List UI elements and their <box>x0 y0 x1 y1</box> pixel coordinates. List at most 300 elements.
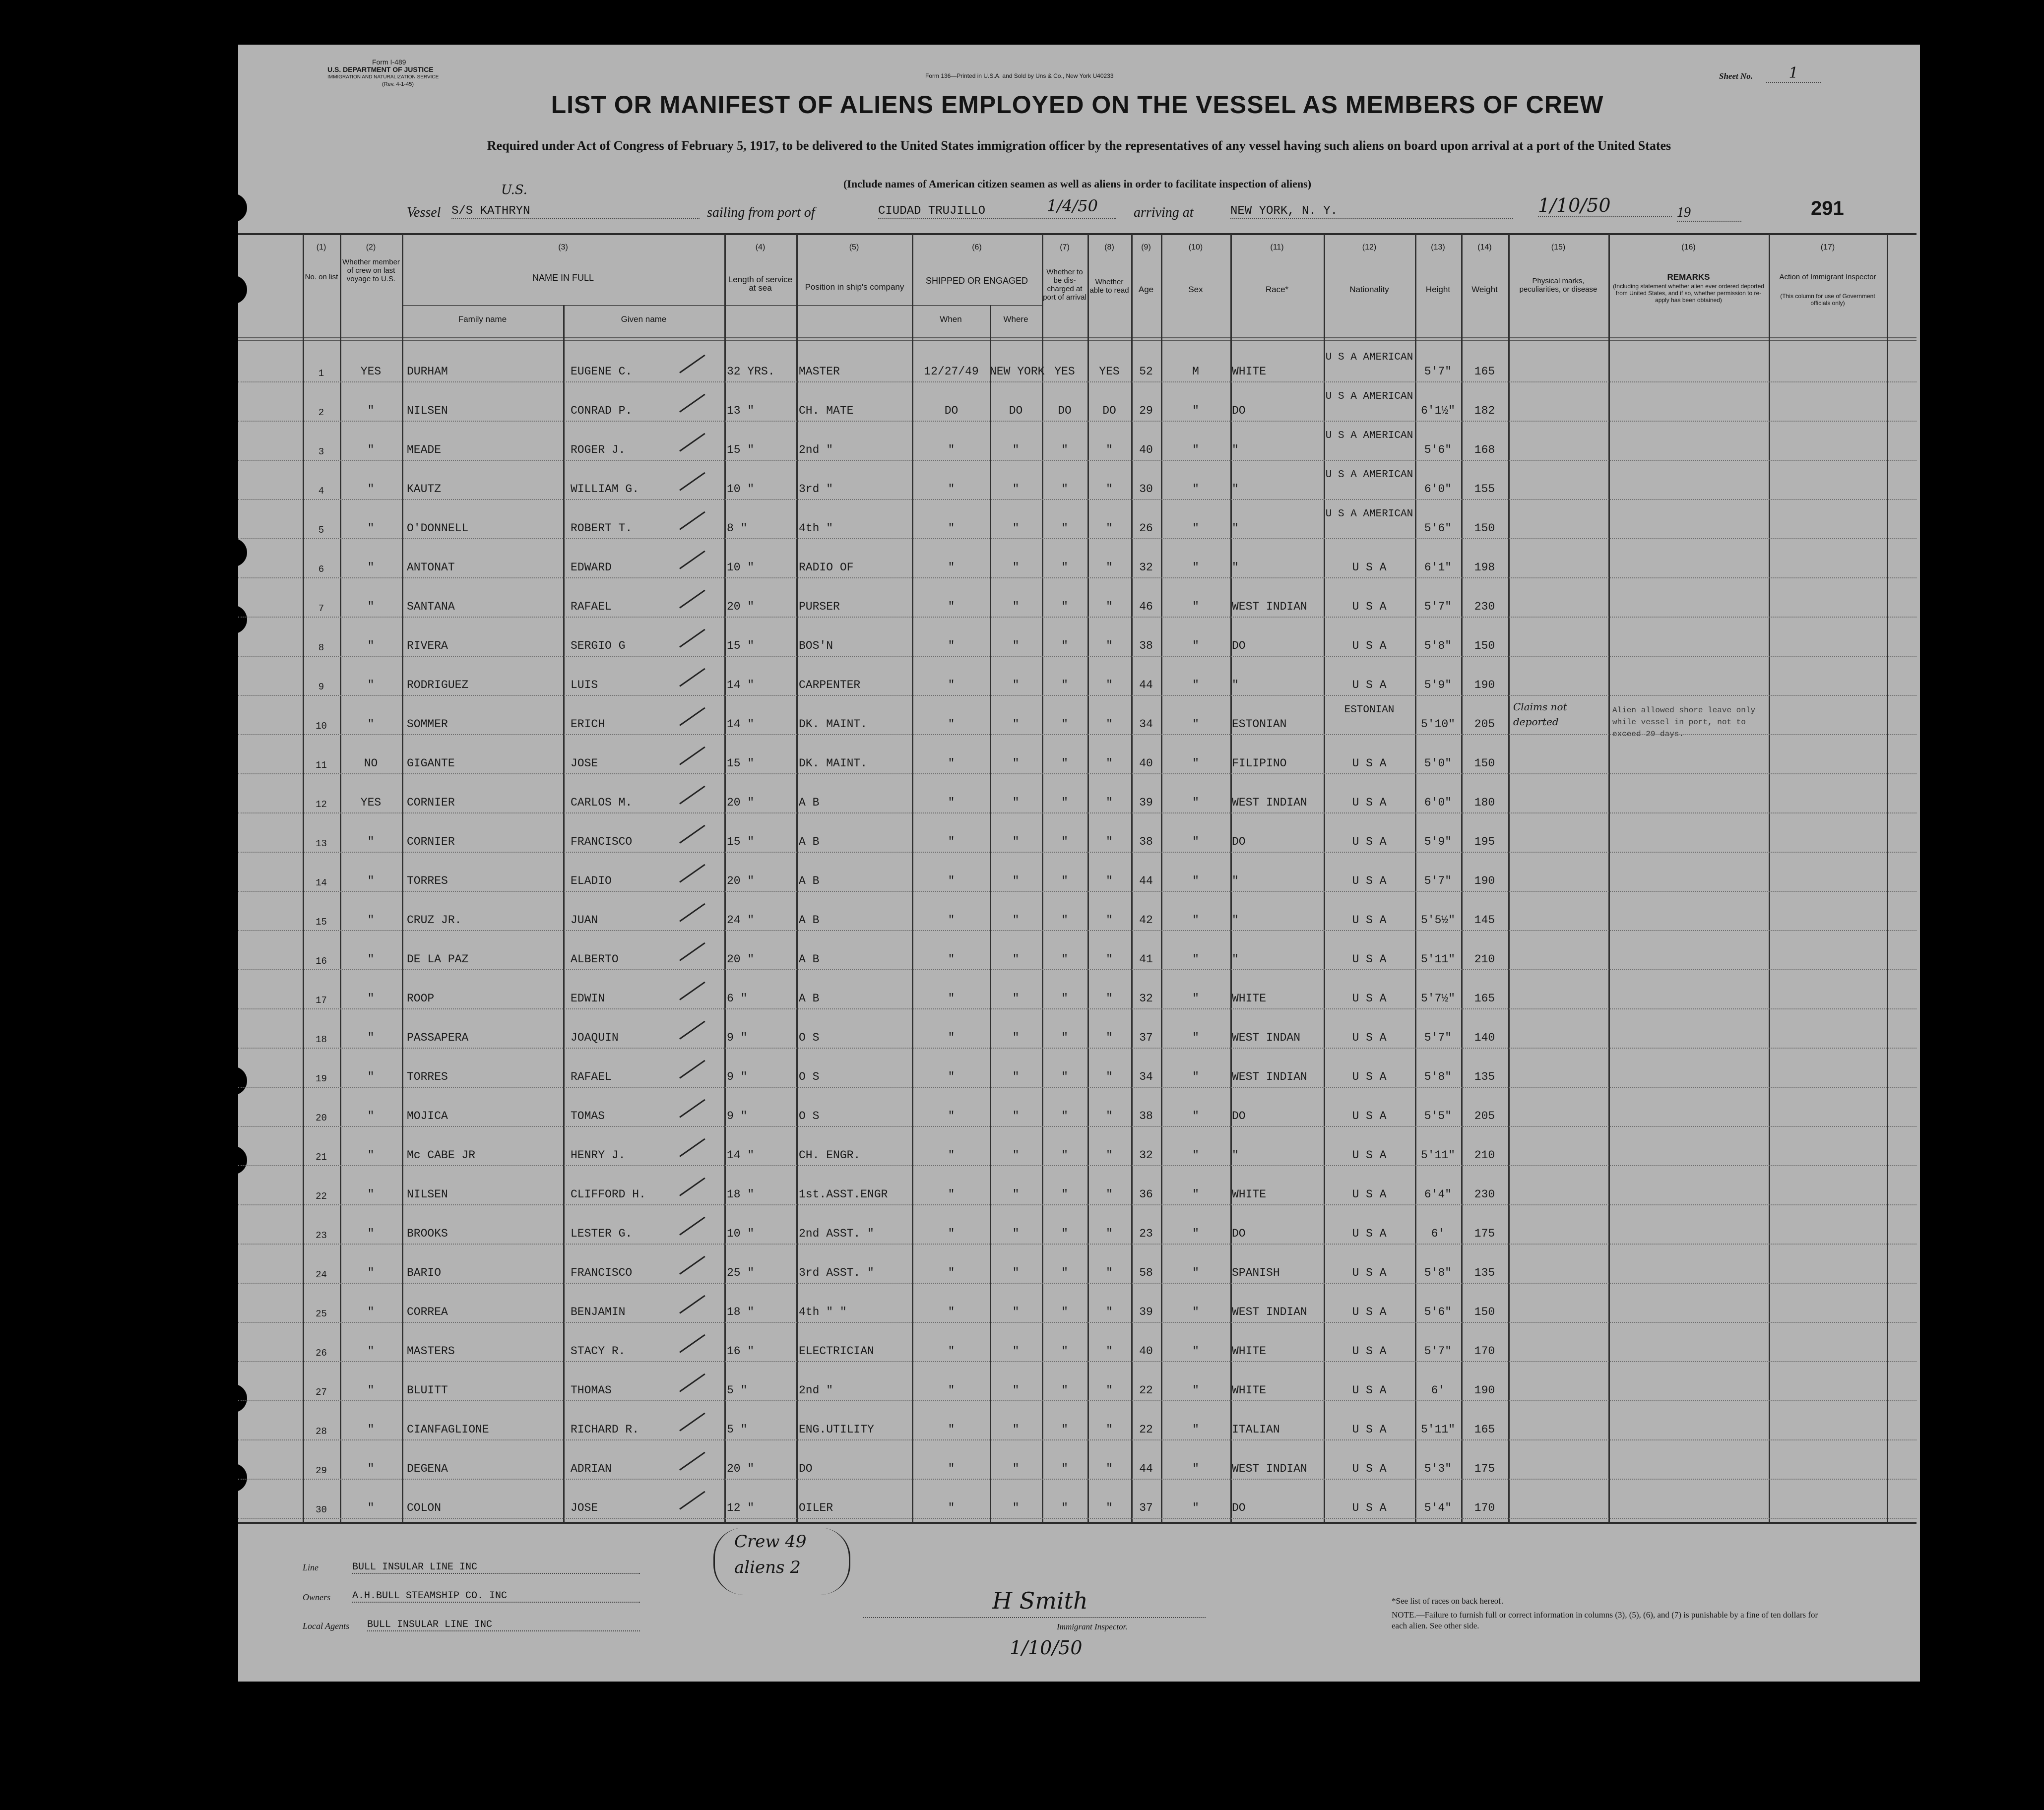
height: 5'9" <box>1424 679 1452 691</box>
header-able-to-read: Whether able to read <box>1089 278 1129 295</box>
height: 5'8" <box>1424 1070 1452 1083</box>
col-num: (7) <box>1060 243 1070 251</box>
shipped-when: " <box>948 1501 955 1514</box>
col-line <box>1608 234 1610 1522</box>
row-number: 4 <box>318 486 324 497</box>
family-name: O'DONNELL <box>407 522 469 535</box>
row-number: 23 <box>316 1230 327 1241</box>
sex: " <box>1192 1149 1199 1162</box>
age: 32 <box>1139 992 1153 1005</box>
height: 6' <box>1431 1227 1445 1240</box>
header-family-name: Family name <box>458 314 507 324</box>
row-number: 24 <box>316 1269 327 1280</box>
race: DO <box>1232 1501 1246 1514</box>
family-name: NILSEN <box>407 404 448 417</box>
shipped-where: " <box>1012 1070 1020 1083</box>
nationality: U S A <box>1352 679 1387 691</box>
header-when: When <box>940 314 962 324</box>
position: 2nd " <box>799 443 833 456</box>
nationality: U S A <box>1352 992 1387 1005</box>
header-where: Where <box>1003 314 1028 324</box>
sheet-number: 1 <box>1766 64 1821 83</box>
row-divider <box>238 812 1916 813</box>
inspector-date: 1/10/50 <box>1010 1637 1083 1659</box>
row-number: 30 <box>316 1504 327 1515</box>
given-name: ROBERT T. <box>571 522 633 535</box>
given-name: CLIFFORD H. <box>571 1188 646 1201</box>
family-name: RIVERA <box>407 639 448 652</box>
service-length: 5 " <box>727 1384 748 1397</box>
family-name: DEGENA <box>407 1462 448 1475</box>
shipped-when: " <box>948 1423 955 1436</box>
height: 6' <box>1431 1384 1445 1397</box>
race: WEST INDIAN <box>1232 796 1307 809</box>
row-divider <box>238 1361 1916 1362</box>
family-name: SANTANA <box>407 600 455 613</box>
last-voyage: " <box>367 1423 375 1436</box>
weight: 165 <box>1474 1423 1495 1436</box>
row-divider <box>238 1244 1916 1245</box>
family-name: CRUZ JR. <box>407 914 462 927</box>
nationality: U S A <box>1352 757 1387 770</box>
weight: 190 <box>1474 679 1495 691</box>
age: 40 <box>1139 1345 1153 1358</box>
race: WHITE <box>1232 1345 1267 1358</box>
given-name: RAFAEL <box>571 600 612 613</box>
age: 40 <box>1139 757 1153 770</box>
age: 26 <box>1139 522 1153 535</box>
age: 46 <box>1139 600 1153 613</box>
nationality: U S A <box>1352 1149 1387 1162</box>
height: 6'0" <box>1424 796 1452 809</box>
nationality: U S A <box>1352 1345 1387 1358</box>
weight: 150 <box>1474 522 1495 535</box>
last-voyage: " <box>367 483 375 496</box>
nationality: U S A AMERICAN <box>1325 352 1413 363</box>
able-to-read: " <box>1106 835 1113 848</box>
row-number: 1 <box>318 368 324 379</box>
penalty-note: NOTE.—Failure to furnish full or correct information in columns (3), (5), (6), and (7) is punishable by a fine of ten dollars for each alien. See other side. <box>1392 1610 1818 1630</box>
shipped-when: " <box>948 1149 955 1162</box>
weight: 205 <box>1474 1110 1495 1123</box>
row-divider <box>238 577 1916 578</box>
header-inspector-action: Action of Immigrant Inspector <box>1779 273 1876 281</box>
punch-hole <box>238 275 247 304</box>
last-voyage: " <box>367 1306 375 1318</box>
col-num: (8) <box>1104 243 1114 251</box>
row-number: 15 <box>316 917 327 928</box>
race: WEST INDIAN <box>1232 1462 1307 1475</box>
position: CH. MATE <box>799 404 854 417</box>
able-to-read: " <box>1106 522 1113 535</box>
col-num: (10) <box>1188 243 1203 251</box>
weight: 170 <box>1474 1345 1495 1358</box>
last-voyage: " <box>367 1501 375 1514</box>
shipped-where: NEW YORK <box>990 365 1045 378</box>
form-id-block <box>327 59 439 88</box>
sex: " <box>1192 1384 1199 1397</box>
shipped-where: DO <box>1009 404 1023 417</box>
punch-hole <box>238 1463 247 1492</box>
us-mark: U.S. <box>501 183 527 197</box>
header-position: Position in ship's company <box>805 282 904 292</box>
race: " <box>1232 561 1239 574</box>
sex: " <box>1192 874 1199 887</box>
header-given-name: Given name <box>621 314 667 324</box>
weight: 180 <box>1474 796 1495 809</box>
discharged: " <box>1061 914 1068 927</box>
header-subline <box>238 337 1916 338</box>
form-number: Form I-489 <box>372 58 406 66</box>
col-line <box>402 234 403 1522</box>
height: 5'7" <box>1424 365 1452 378</box>
table-bottom-border <box>238 1522 1916 1524</box>
last-voyage: YES <box>360 796 382 809</box>
family-name: ANTONAT <box>407 561 455 574</box>
row-divider <box>238 1087 1916 1088</box>
punch-hole <box>238 1066 247 1095</box>
last-voyage: " <box>367 992 375 1005</box>
family-name: MOJICA <box>407 1110 448 1123</box>
owners-value: A.H.BULL STEAMSHIP CO. INC <box>352 1590 640 1603</box>
height: 5'6" <box>1424 443 1452 456</box>
col-num: (6) <box>972 243 982 251</box>
nationality: U S A <box>1352 953 1387 966</box>
race: WHITE <box>1232 992 1267 1005</box>
row-divider <box>238 1204 1916 1205</box>
sex: " <box>1192 1501 1199 1514</box>
position: A B <box>799 796 820 809</box>
service-length: 10 " <box>727 1227 755 1240</box>
age: 34 <box>1139 718 1153 731</box>
service-length: 9 " <box>727 1110 748 1123</box>
position: DO <box>799 1462 813 1475</box>
age: 30 <box>1139 483 1153 496</box>
row-divider <box>238 1322 1916 1323</box>
service-length: 20 " <box>727 953 755 966</box>
line-label: Line <box>303 1562 319 1572</box>
weight: 230 <box>1474 1188 1495 1201</box>
row-divider <box>238 695 1916 696</box>
discharged: " <box>1061 1345 1068 1358</box>
family-name: Mc CABE JR <box>407 1149 476 1162</box>
able-to-read: " <box>1106 1345 1113 1358</box>
row-number: 8 <box>318 642 324 653</box>
able-to-read: " <box>1106 443 1113 456</box>
age: 38 <box>1139 639 1153 652</box>
shipped-where: " <box>1012 1031 1020 1044</box>
header-inspector-sub: (This column for use of Government officials only) <box>1780 293 1875 307</box>
row-number: 7 <box>318 603 324 614</box>
row-number: 22 <box>316 1191 327 1202</box>
age: 23 <box>1139 1227 1153 1240</box>
position: 1st.ASST.ENGR <box>799 1188 888 1201</box>
sex: " <box>1192 1227 1199 1240</box>
sex: " <box>1192 1188 1199 1201</box>
row-divider <box>238 1479 1916 1480</box>
age: 37 <box>1139 1501 1153 1514</box>
race: DO <box>1232 1227 1246 1240</box>
shipped-where: " <box>1012 561 1020 574</box>
last-voyage: " <box>367 600 375 613</box>
height: 5'4" <box>1424 1501 1452 1514</box>
discharged: " <box>1061 483 1068 496</box>
shipped-when: " <box>948 600 955 613</box>
nationality: U S A <box>1352 561 1387 574</box>
given-name: EDWIN <box>571 992 605 1005</box>
position: A B <box>799 992 820 1005</box>
age: 44 <box>1139 679 1153 691</box>
last-voyage: " <box>367 1384 375 1397</box>
given-name: ADRIAN <box>571 1462 612 1475</box>
shipped-where: " <box>1012 718 1020 731</box>
service-length: 24 " <box>727 914 755 927</box>
position: 2nd " <box>799 1384 833 1397</box>
shipped-where: " <box>1012 522 1020 535</box>
discharged: " <box>1061 600 1068 613</box>
weight: 145 <box>1474 914 1495 927</box>
able-to-read: " <box>1106 1227 1113 1240</box>
shipped-when: " <box>948 639 955 652</box>
shipped-where: " <box>1012 1188 1020 1201</box>
row-number: 21 <box>316 1152 327 1163</box>
nationality: U S A <box>1352 1423 1387 1436</box>
race: " <box>1232 443 1239 456</box>
col-num: (17) <box>1820 243 1835 251</box>
able-to-read: " <box>1106 874 1113 887</box>
discharged: " <box>1061 1227 1068 1240</box>
punch-hole <box>238 538 247 567</box>
row-number: 12 <box>316 799 327 810</box>
nationality: U S A <box>1352 639 1387 652</box>
col-num: (11) <box>1270 243 1284 251</box>
discharged: " <box>1061 718 1068 731</box>
last-voyage: " <box>367 1188 375 1201</box>
shipped-where: " <box>1012 874 1020 887</box>
discharged: " <box>1061 796 1068 809</box>
position: A B <box>799 914 820 927</box>
sex: " <box>1192 483 1199 496</box>
race: WEST INDIAN <box>1232 600 1307 613</box>
service-length: 15 " <box>727 443 755 456</box>
col-line <box>1887 234 1888 1522</box>
last-voyage: " <box>367 1110 375 1123</box>
col-num: (3) <box>558 243 568 251</box>
shipped-when: " <box>948 953 955 966</box>
weight: 210 <box>1474 953 1495 966</box>
nationality: ESTONIAN <box>1344 704 1395 716</box>
height: 5'10" <box>1420 718 1455 731</box>
race: SPANISH <box>1232 1266 1280 1279</box>
sex: " <box>1192 992 1199 1005</box>
discharged: " <box>1061 1110 1068 1123</box>
position: A B <box>799 953 820 966</box>
row-divider <box>238 773 1916 774</box>
service-length: 20 " <box>727 874 755 887</box>
shipped-where: " <box>1012 600 1020 613</box>
weight: 190 <box>1474 874 1495 887</box>
shipped-when: 12/27/49 <box>924 365 979 378</box>
shipped-where: " <box>1012 953 1020 966</box>
given-name: ERICH <box>571 718 605 731</box>
col-num: (16) <box>1681 243 1696 251</box>
height: 5'7½" <box>1420 992 1455 1005</box>
vessel-name: S/S KATHRYN <box>451 204 700 219</box>
last-voyage: " <box>367 522 375 535</box>
race: WEST INDAN <box>1232 1031 1301 1044</box>
shipped-when: " <box>948 1031 955 1044</box>
last-voyage: " <box>367 1266 375 1279</box>
last-voyage: " <box>367 404 375 417</box>
row-number: 17 <box>316 995 327 1006</box>
header-no-on-list: No. on list <box>305 273 338 281</box>
row-number: 18 <box>316 1034 327 1045</box>
family-name: CORNIER <box>407 796 455 809</box>
position: OILER <box>799 1501 833 1514</box>
sex: " <box>1192 953 1199 966</box>
height: 6'1½" <box>1420 404 1455 417</box>
row-divider <box>238 1126 1916 1127</box>
nationality: U S A AMERICAN <box>1325 391 1413 402</box>
able-to-read: " <box>1106 600 1113 613</box>
able-to-read: " <box>1106 953 1113 966</box>
service-length: 32 YRS. <box>727 365 775 378</box>
shipped-when: " <box>948 1188 955 1201</box>
col-line <box>796 234 798 1522</box>
col-num: (13) <box>1431 243 1445 251</box>
shipped-when: " <box>948 874 955 887</box>
shipped-when: " <box>948 1070 955 1083</box>
shipped-where: " <box>1012 639 1020 652</box>
race: DO <box>1232 404 1246 417</box>
sex: " <box>1192 443 1199 456</box>
last-voyage: " <box>367 1031 375 1044</box>
given-name: THOMAS <box>571 1384 612 1397</box>
discharged: " <box>1061 992 1068 1005</box>
service-length: 20 " <box>727 796 755 809</box>
service-length: 8 " <box>727 522 748 535</box>
row-number: 25 <box>316 1309 327 1319</box>
service-length: 10 " <box>727 561 755 574</box>
remarks-annotation: Alien allowed shore leave only while vessel in port, not to exceed 29 days. <box>1612 706 1756 739</box>
shipped-when: " <box>948 561 955 574</box>
race: DO <box>1232 639 1246 652</box>
height: 5'5" <box>1424 1110 1452 1123</box>
physical-marks-annotation: Claims not deported <box>1513 701 1567 728</box>
nationality: U S A <box>1352 1031 1387 1044</box>
service-name: IMMIGRATION AND NATURALIZATION SERVICE <box>327 74 439 80</box>
last-voyage: " <box>367 874 375 887</box>
sex: " <box>1192 757 1199 770</box>
able-to-read: " <box>1106 1149 1113 1162</box>
family-name: CORREA <box>407 1306 448 1318</box>
shipped-where: " <box>1012 483 1020 496</box>
shipped-where: " <box>1012 1384 1020 1397</box>
shipped-when: " <box>948 1266 955 1279</box>
family-name: COLON <box>407 1501 442 1514</box>
given-name: JOSE <box>571 1501 598 1514</box>
able-to-read: " <box>1106 639 1113 652</box>
punch-hole <box>238 1146 247 1175</box>
weight: 135 <box>1474 1266 1495 1279</box>
weight: 150 <box>1474 639 1495 652</box>
discharged: " <box>1061 1384 1068 1397</box>
row-number: 16 <box>316 956 327 967</box>
service-length: 6 " <box>727 992 748 1005</box>
able-to-read: " <box>1106 914 1113 927</box>
discharged: " <box>1061 1070 1068 1083</box>
sex: " <box>1192 1462 1199 1475</box>
race: ESTONIAN <box>1232 718 1287 731</box>
last-voyage: " <box>367 1070 375 1083</box>
sex: " <box>1192 914 1199 927</box>
weight: 168 <box>1474 443 1495 456</box>
able-to-read: " <box>1106 1188 1113 1201</box>
position: 4th " <box>799 522 833 535</box>
family-name: RODRIGUEZ <box>407 679 469 691</box>
header-remarks-sub: (Including statement whether alien ever ordered deported from United States, and if so, whether permission to re-apply has been obtained) <box>1613 283 1764 304</box>
age: 29 <box>1139 404 1153 417</box>
position: RADIO OF <box>799 561 854 574</box>
age: 44 <box>1139 1462 1153 1475</box>
position: 4th " " <box>799 1306 847 1318</box>
position: BOS'N <box>799 639 833 652</box>
weight: 205 <box>1474 718 1495 731</box>
given-name: BENJAMIN <box>571 1306 626 1318</box>
race: " <box>1232 1149 1239 1162</box>
given-name: JOAQUIN <box>571 1031 619 1044</box>
nationality: U S A <box>1352 1266 1387 1279</box>
family-name: KAUTZ <box>407 483 442 496</box>
service-length: 14 " <box>727 1149 755 1162</box>
header-weight: Weight <box>1471 285 1498 294</box>
row-divider <box>238 617 1916 618</box>
family-name: MEADE <box>407 443 442 456</box>
position: ENG.UTILITY <box>799 1423 874 1436</box>
race: WEST INDIAN <box>1232 1070 1307 1083</box>
nationality: U S A <box>1352 1501 1387 1514</box>
shipped-where: " <box>1012 443 1020 456</box>
position: O S <box>799 1110 820 1123</box>
row-divider <box>238 1283 1916 1284</box>
position: MASTER <box>799 365 840 378</box>
position: A B <box>799 874 820 887</box>
row-number: 3 <box>318 446 324 457</box>
weight: 135 <box>1474 1070 1495 1083</box>
age: 37 <box>1139 1031 1153 1044</box>
discharged: " <box>1061 561 1068 574</box>
age: 34 <box>1139 1070 1153 1083</box>
arrival-date: 1/10/50 <box>1538 194 1672 217</box>
race: FILIPINO <box>1232 757 1287 770</box>
able-to-read: " <box>1106 483 1113 496</box>
able-to-read: " <box>1106 1384 1113 1397</box>
height: 6'0" <box>1424 483 1452 496</box>
able-to-read: " <box>1106 1423 1113 1436</box>
race-note: *See list of races on back hereof. <box>1392 1596 1504 1606</box>
nationality: U S A <box>1352 796 1387 809</box>
shipped-when: " <box>948 679 955 691</box>
nationality: U S A AMERICAN <box>1325 430 1413 441</box>
given-name: RAFAEL <box>571 1070 612 1083</box>
race: " <box>1232 914 1239 927</box>
height: 5'6" <box>1424 522 1452 535</box>
given-name: CONRAD P. <box>571 404 633 417</box>
position: 3rd ASST. " <box>799 1266 874 1279</box>
col-line <box>724 234 726 1522</box>
vessel-label: Vessel <box>407 205 441 220</box>
given-name: JOSE <box>571 757 598 770</box>
